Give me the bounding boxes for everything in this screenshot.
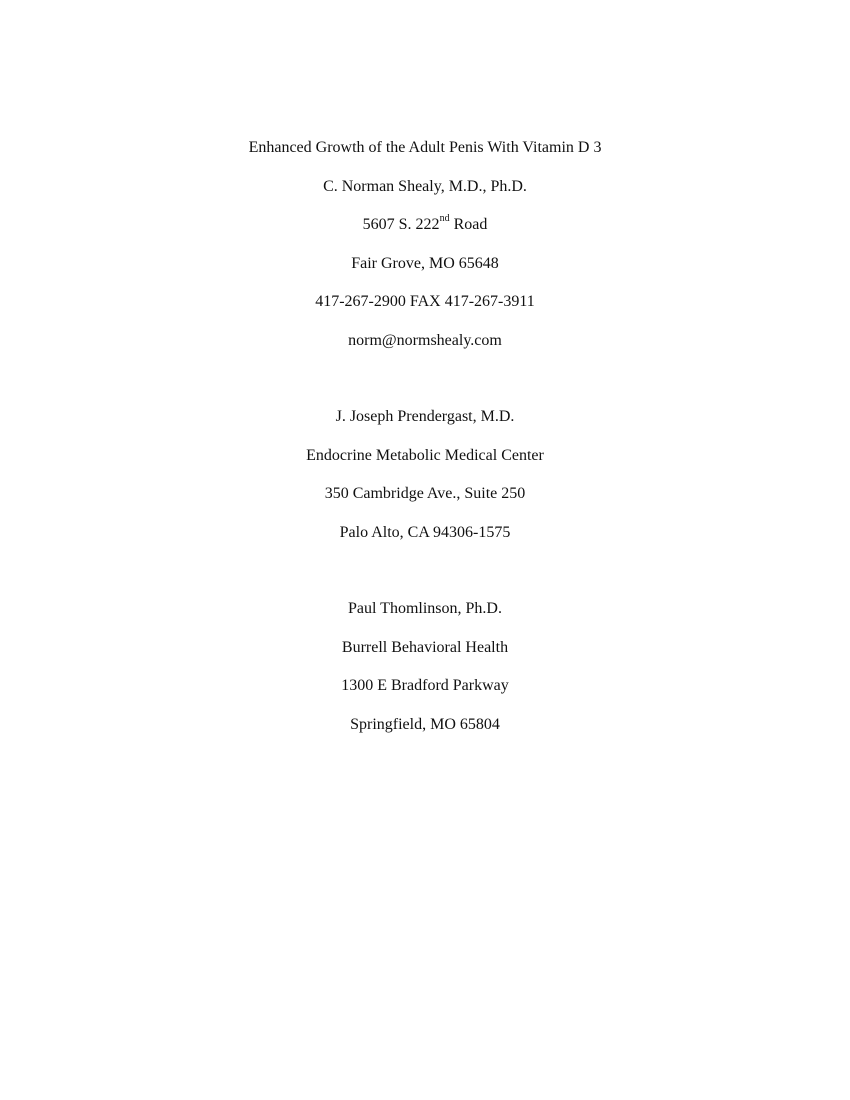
author-address-line2: Palo Alto, CA 94306-1575 [339, 523, 511, 541]
address-suffix: Road [449, 216, 488, 233]
title-block [0, 139, 850, 178]
paper-title: Enhanced Growth of the Adult Penis With Vitamin D 3 [248, 139, 602, 156]
author-name: J. Joseph Prendergast, M.D. [335, 408, 515, 425]
author-address-line1: 1300 E Bradford Parkway [341, 677, 509, 694]
author-name: C. Norman Shealy, M.D., Ph.D. [323, 177, 527, 195]
author-address-line1: 350 Cambridge Ave., Suite 250 [324, 485, 526, 502]
author-block-prendergast [0, 408, 850, 562]
ordinal-superscript: nd [439, 212, 450, 224]
author-name: Paul Thomlinson, Ph.D. [348, 600, 502, 617]
author-organization: Burrell Behavioral Health [341, 638, 509, 656]
author-address-line1 [0, 212, 850, 255]
author-address-line2: Springfield, MO 65804 [350, 715, 500, 733]
author-email: norm@normshealy.com [348, 331, 502, 349]
author-address-line2: Fair Grove, MO 65648 [351, 254, 499, 272]
address-prefix: 5607 S. 222 [362, 216, 440, 233]
author-block-shealy [0, 178, 850, 371]
author-organization: Endocrine Metabolic Medical Center [306, 446, 544, 464]
author-phone-fax: 417-267-2900 FAX 417-267-3911 [315, 293, 535, 310]
author-block-thomlinson [0, 600, 850, 754]
